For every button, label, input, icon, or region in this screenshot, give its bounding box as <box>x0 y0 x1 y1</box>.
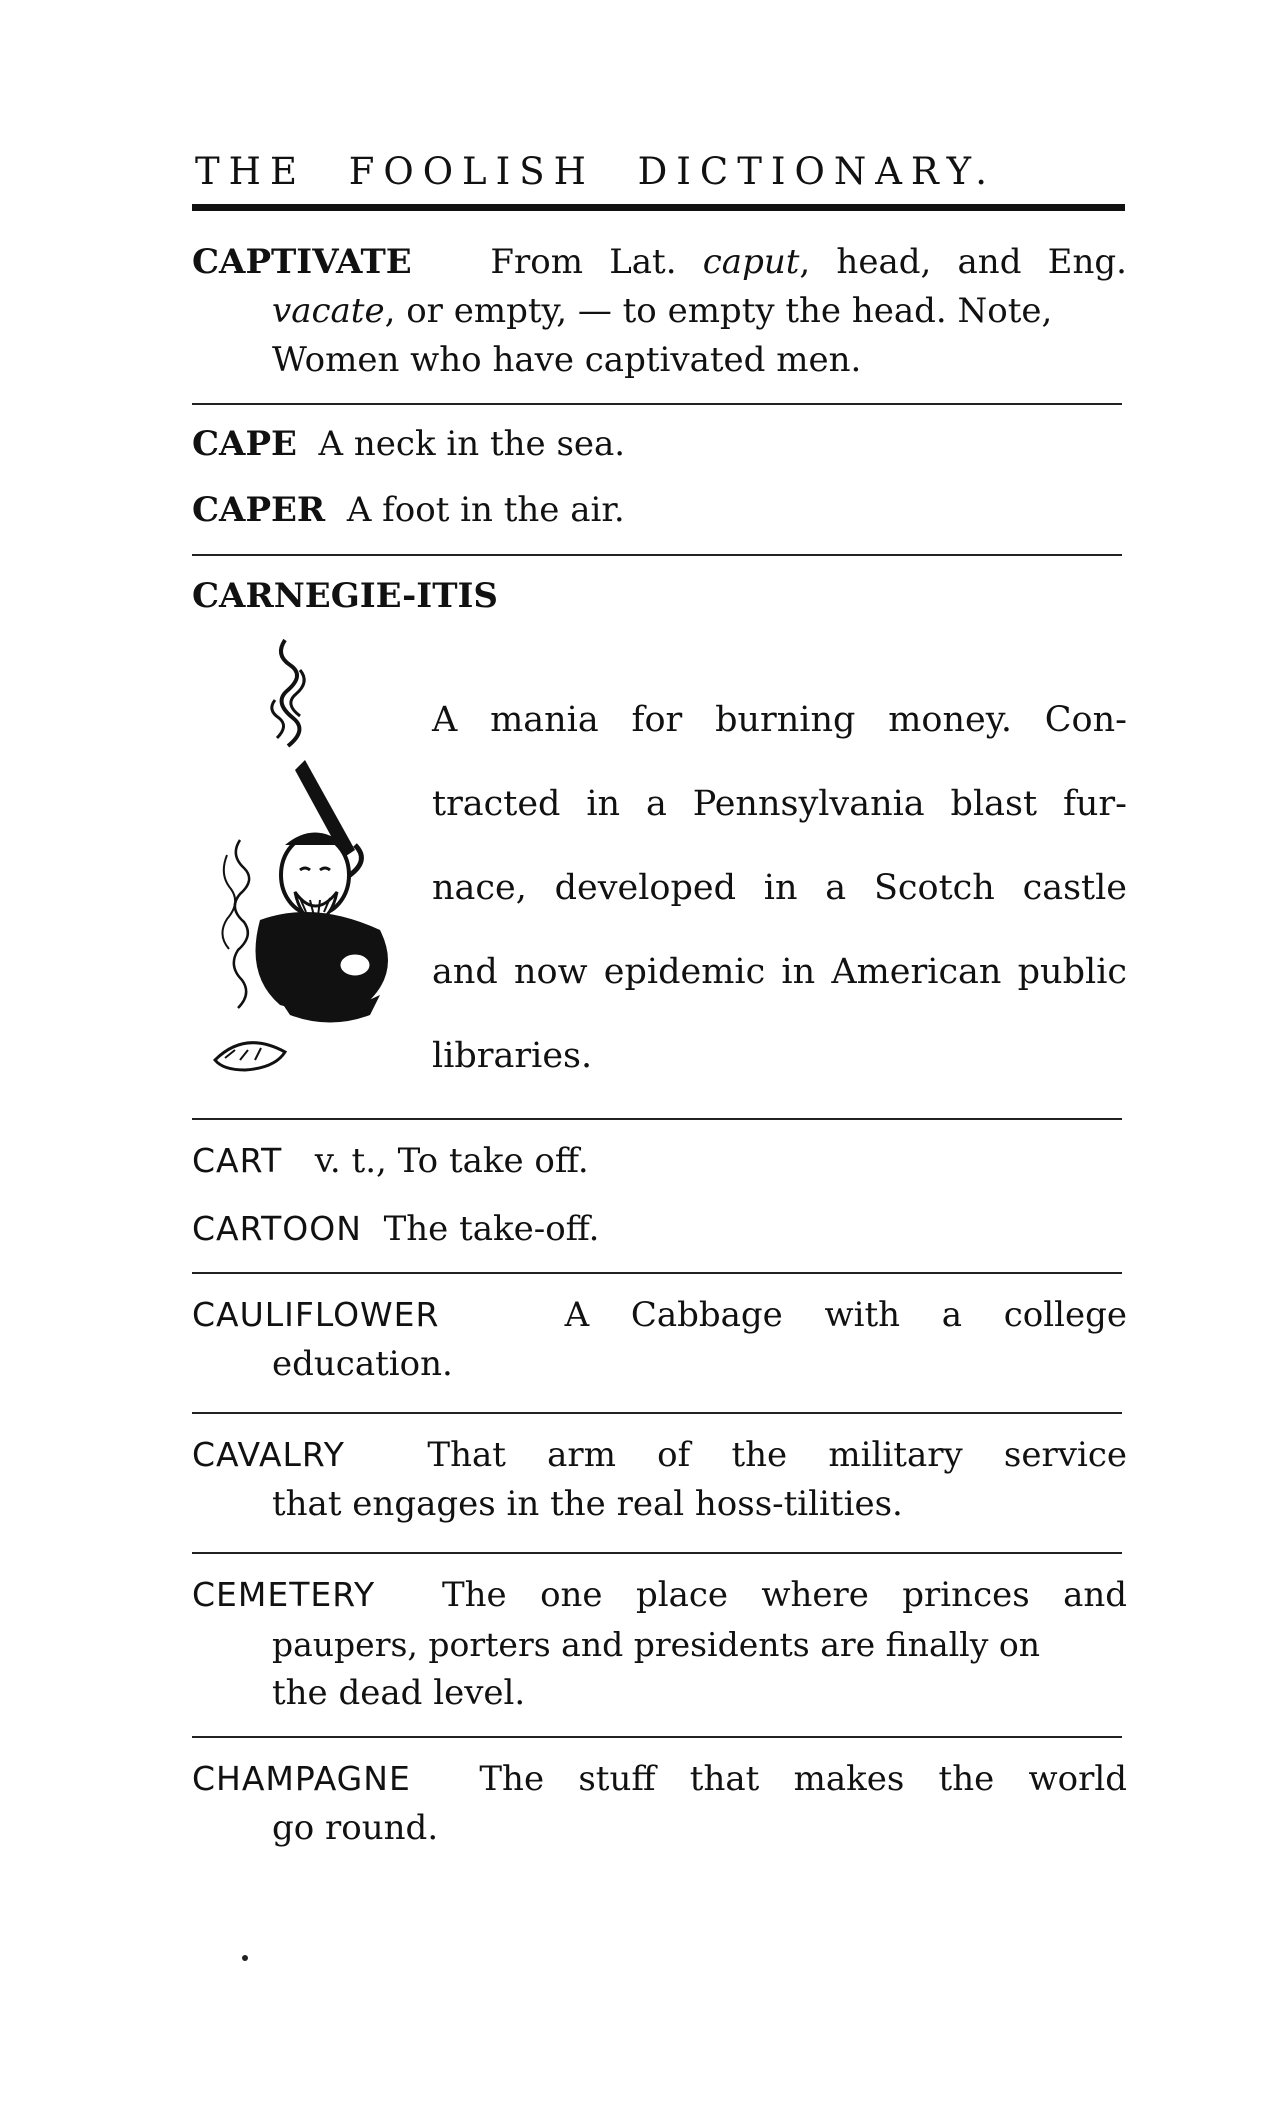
entry-divider <box>192 1736 1122 1738</box>
carnegie-definition: A mania for burning money. Con- tracted in a Pennsylvania blast fur- nace, developed in a Scotch castle and now epidemic in American public libraries. <box>432 700 1127 1076</box>
entry-captivate: CAPTIVATE From Lat. caput, head, and Eng. vacate, or empty, — to empty the head. Note, Women who have captivated men. <box>192 242 1127 380</box>
entry-divider <box>192 1272 1122 1274</box>
entry-divider <box>192 1412 1122 1414</box>
caricature-figure-burning-money-icon <box>205 630 435 1090</box>
entry-divider <box>192 1552 1122 1554</box>
headword-cape: CAPE <box>192 424 297 464</box>
entry-cart: CART v. t., To take off. <box>192 1141 589 1181</box>
entry-champagne: CHAMPAGNE The stuff that makes the world go round. <box>192 1759 1127 1848</box>
page-header: THE FOOLISH DICTIONARY. <box>195 150 997 193</box>
headword-captivate: CAPTIVATE <box>192 242 412 282</box>
print-speck <box>242 1955 248 1961</box>
headword-caper: CAPER <box>192 490 326 530</box>
entry-cavalry: CAVALRY That arm of the military service that engages in the real hoss-tilities. <box>192 1435 1127 1524</box>
headword-champagne: CHAMPAGNE <box>192 1759 411 1798</box>
header-rule <box>192 204 1125 211</box>
entry-cape: CAPE A neck in the sea. <box>192 424 626 464</box>
headword-cemetery: CEMETERY <box>192 1575 376 1614</box>
entry-cemetery: CEMETERY The one place where princes and paupers, porters and presidents are finally on the dead level. <box>192 1575 1127 1713</box>
headword-cauliflower: CAULIFLOWER <box>192 1295 440 1334</box>
entry-cartoon: CARTOON The take-off. <box>192 1209 600 1249</box>
headword-cavalry: CAVALRY <box>192 1435 345 1474</box>
entry-carnegie-itis <box>192 572 1127 621</box>
entry-divider <box>192 1118 1122 1120</box>
entry-divider <box>192 403 1122 405</box>
entry-divider <box>192 554 1122 556</box>
entry-cauliflower: CAULIFLOWER A Cabbage with a college education. <box>192 1295 1127 1384</box>
headword-cart: CART <box>192 1141 283 1180</box>
headword-carnegie-itis: CARNEGIE-ITIS <box>192 576 498 616</box>
entry-caper: CAPER A foot in the air. <box>192 490 625 530</box>
headword-cartoon: CARTOON <box>192 1209 362 1248</box>
